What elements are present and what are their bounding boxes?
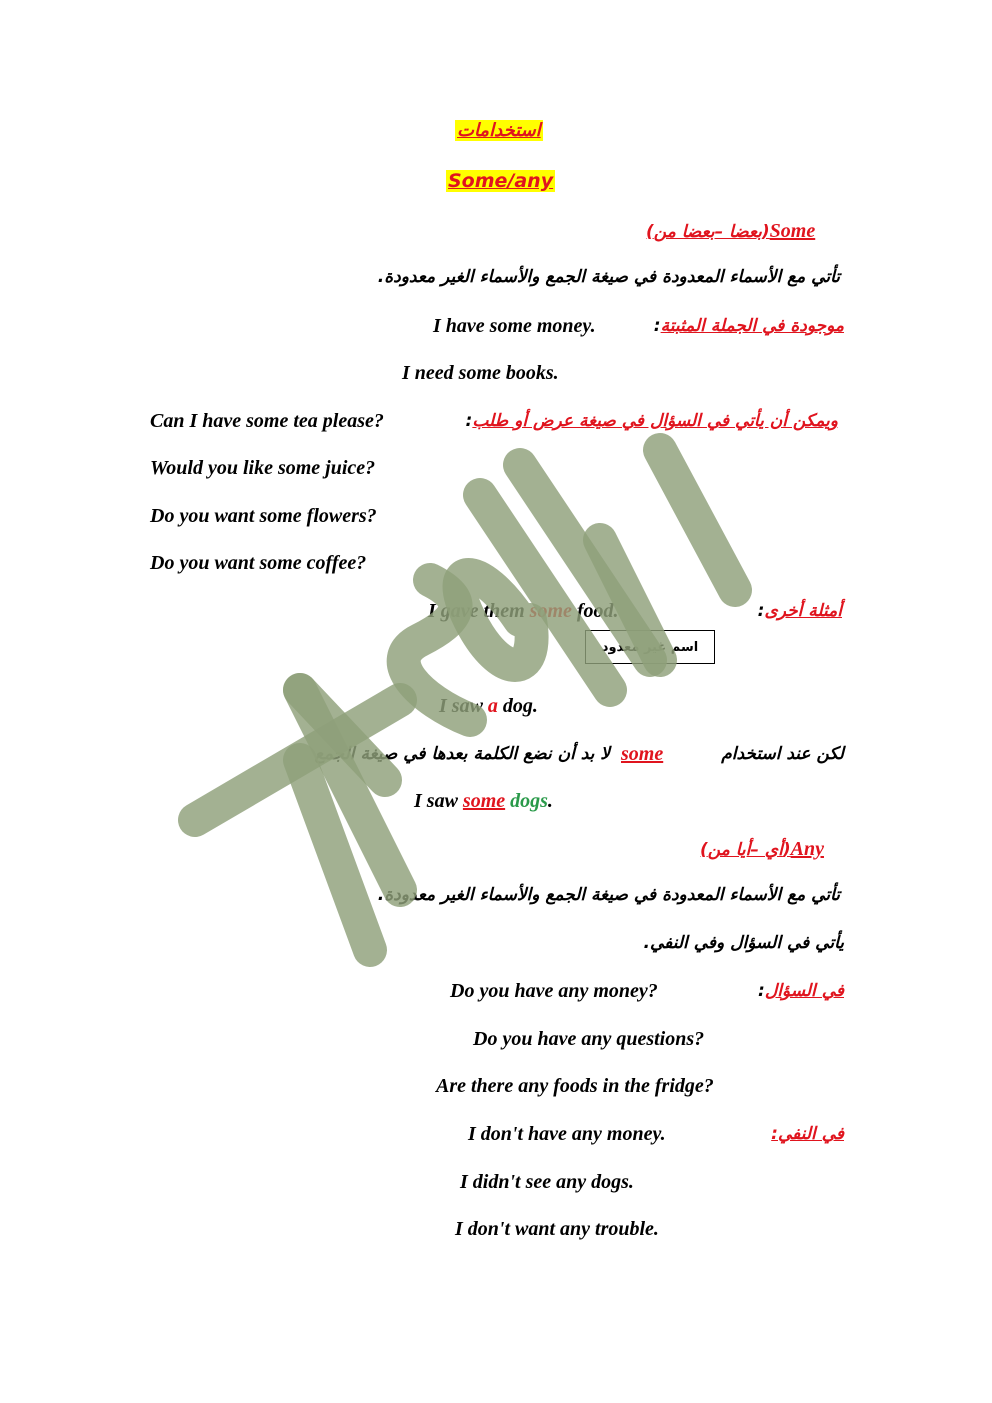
any-rule: تأتي مع الأسماء المعدودة في صيغة الجمع والأسماء الغير معدودة.: [377, 885, 840, 905]
page-title-arabic: استخدامات: [457, 120, 541, 141]
some-offer-label: [466, 411, 838, 431]
saw2-dogs: dogs: [510, 790, 548, 812]
any-rule-2: يأتي في السؤال وفي النفي.: [643, 933, 844, 953]
some-question-2: Would you like some juice?: [150, 457, 376, 479]
some-example-saw-dogs: [414, 790, 553, 813]
any-negative-label: في النفي:: [771, 1124, 844, 1144]
some-offer-colon: :: [465, 411, 473, 431]
any-heading-meaning: (أي –أيا من): [700, 840, 791, 860]
some-example-2: I need some books.: [402, 362, 559, 384]
any-question-3: Are there any foods in the fridge?: [436, 1075, 714, 1097]
any-negative-1: I don't have any money.: [468, 1123, 666, 1145]
some-question-3: Do you want some flowers?: [150, 505, 377, 527]
uncountable-note-box: اسم غير معدود: [585, 630, 715, 664]
saw2-part-1: I saw: [414, 790, 463, 812]
any-question-1: Do you have any money?: [450, 980, 658, 1002]
some-but-suffix: لا بد أن نضع الكلمة بعدها في صيغة الجمع: [314, 744, 610, 764]
some-example-gave: [428, 600, 619, 623]
saw2-end: .: [547, 790, 553, 812]
some-example-saw-a-dog: [439, 695, 538, 718]
saw-article: a: [487, 695, 498, 717]
any-question-2: Do you have any questions?: [473, 1028, 705, 1050]
saw-part-1: I saw: [439, 695, 488, 717]
any-negative-3: I don't want any trouble.: [455, 1218, 659, 1240]
any-heading: [700, 838, 824, 861]
some-heading-meaning: (بعضا –بعضا من): [646, 222, 770, 242]
some-other-label-text: أمثلة أخرى: [764, 601, 842, 621]
gave-part-1: I gave them: [428, 600, 530, 622]
some-but-word: some: [621, 743, 664, 765]
some-affirmative-label-text: موجودة في الجملة المثبتة: [660, 316, 844, 336]
any-question-label-text: في السؤال: [764, 981, 844, 1001]
gave-part-2: food.: [571, 600, 619, 622]
some-offer-label-text: ويمكن أن يأتي في السؤال في صيغة عرض أو طلب: [472, 411, 838, 431]
some-rule: تأتي مع الأسماء المعدودة في صيغة الجمع والأسماء الغير معدودة.: [377, 267, 840, 287]
any-question-colon: :: [758, 981, 765, 1001]
some-question-1: Can I have some tea please?: [150, 410, 384, 432]
page-title-english: Some/any: [448, 170, 554, 192]
some-but-prefix: لكن عند استخدام: [721, 744, 844, 764]
gave-some: some: [529, 600, 572, 622]
some-example-1: I have some money.: [433, 315, 596, 337]
any-question-label: [758, 981, 844, 1001]
saw2-some: some: [462, 790, 506, 812]
any-heading-word: Any: [790, 838, 824, 860]
some-heading-word: Some: [769, 220, 816, 242]
some-other-label: [758, 601, 842, 621]
some-affirmative-label: [654, 316, 844, 336]
any-negative-2: I didn't see any dogs.: [460, 1171, 634, 1193]
some-affirmative-colon: :: [653, 316, 661, 336]
saw-part-2: dog.: [497, 695, 538, 717]
some-question-4: Do you want some coffee?: [150, 552, 367, 574]
some-heading: [646, 220, 815, 243]
some-other-colon: :: [757, 601, 765, 621]
